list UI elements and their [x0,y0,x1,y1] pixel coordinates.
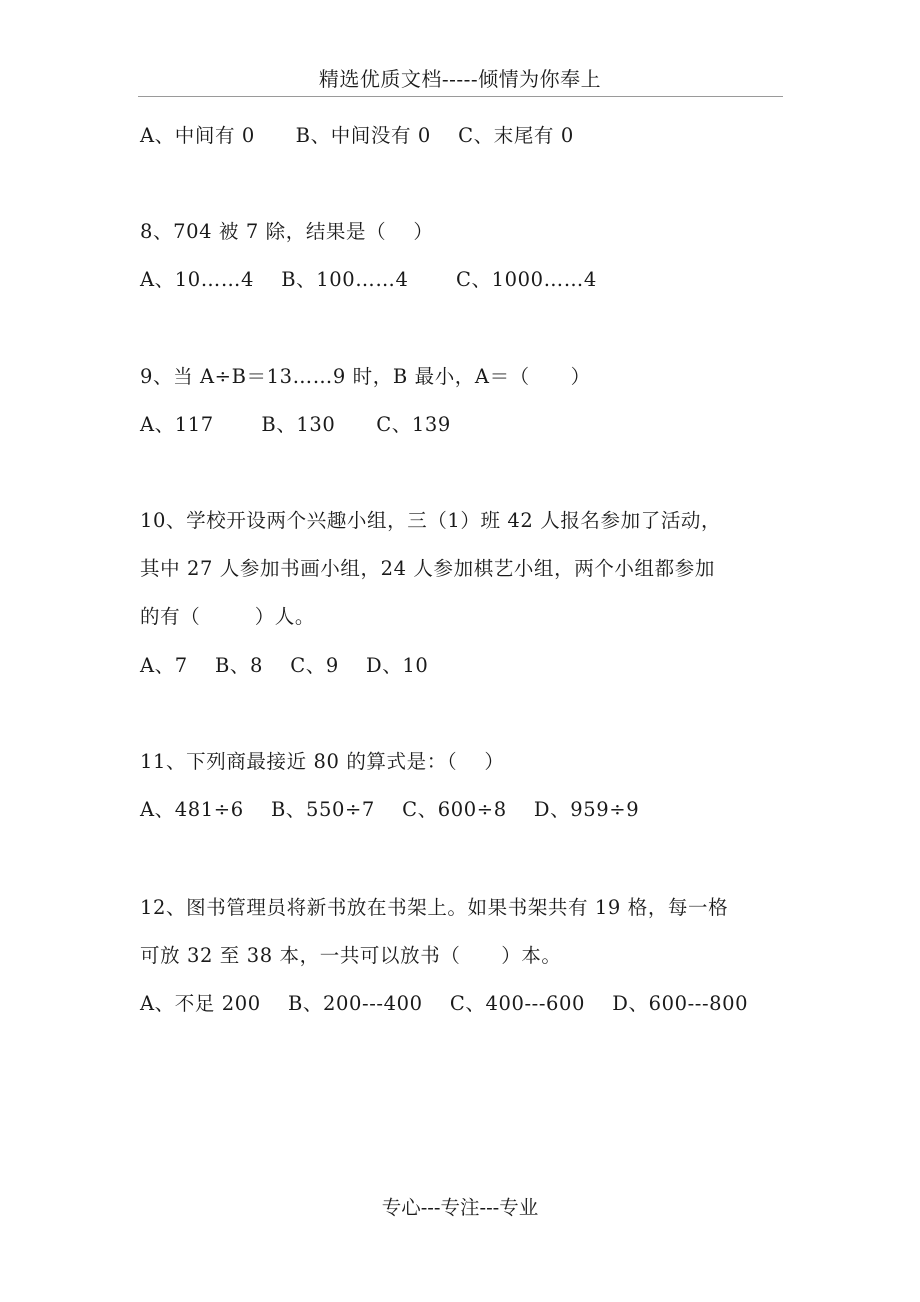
header-divider [138,96,783,97]
question-12-options: A、不足 200 B、200---400 C、400---600 D、600---800 [140,992,749,1015]
question-10-text-line-3: 的有（ ）人。 [140,605,315,628]
page-footer: 专心---专注---专业 [381,1196,539,1219]
question-8-text: 8、704 被 7 除，结果是（ ） [140,220,434,243]
question-8-options: A、10……4 B、100……4 C、1000……4 [140,268,597,291]
question-9-options: A、117 B、130 C、139 [140,413,451,436]
question-9-text: 9、当 A÷B＝13……9 时，B 最小，A＝（ ） [140,365,591,388]
question-12-text-line-2: 可放 32 至 38 本，一共可以放书（ ）本。 [140,944,562,967]
question-12-text-line-1: 12、图书管理员将新书放在书架上。如果书架共有 19 格，每一格 [140,896,729,919]
question-10-text-line-2: 其中 27 人参加书画小组，24 人参加棋艺小组，两个小组都参加 [140,557,715,580]
question-11-options: A、481÷6 B、550÷7 C、600÷8 D、959÷9 [140,798,640,821]
question-10-options: A、7 B、8 C、9 D、10 [140,654,429,677]
page-header-title: 精选优质文档-----倾情为你奉上 [318,67,602,91]
question-11-text: 11、下列商最接近 80 的算式是：（ ） [140,750,505,773]
question-10-text-line-1: 10、学校开设两个兴趣小组，三（1）班 42 人报名参加了活动， [140,509,722,532]
question-7-options: A、中间有 0 B、中间没有 0 C、末尾有 0 [140,124,574,147]
